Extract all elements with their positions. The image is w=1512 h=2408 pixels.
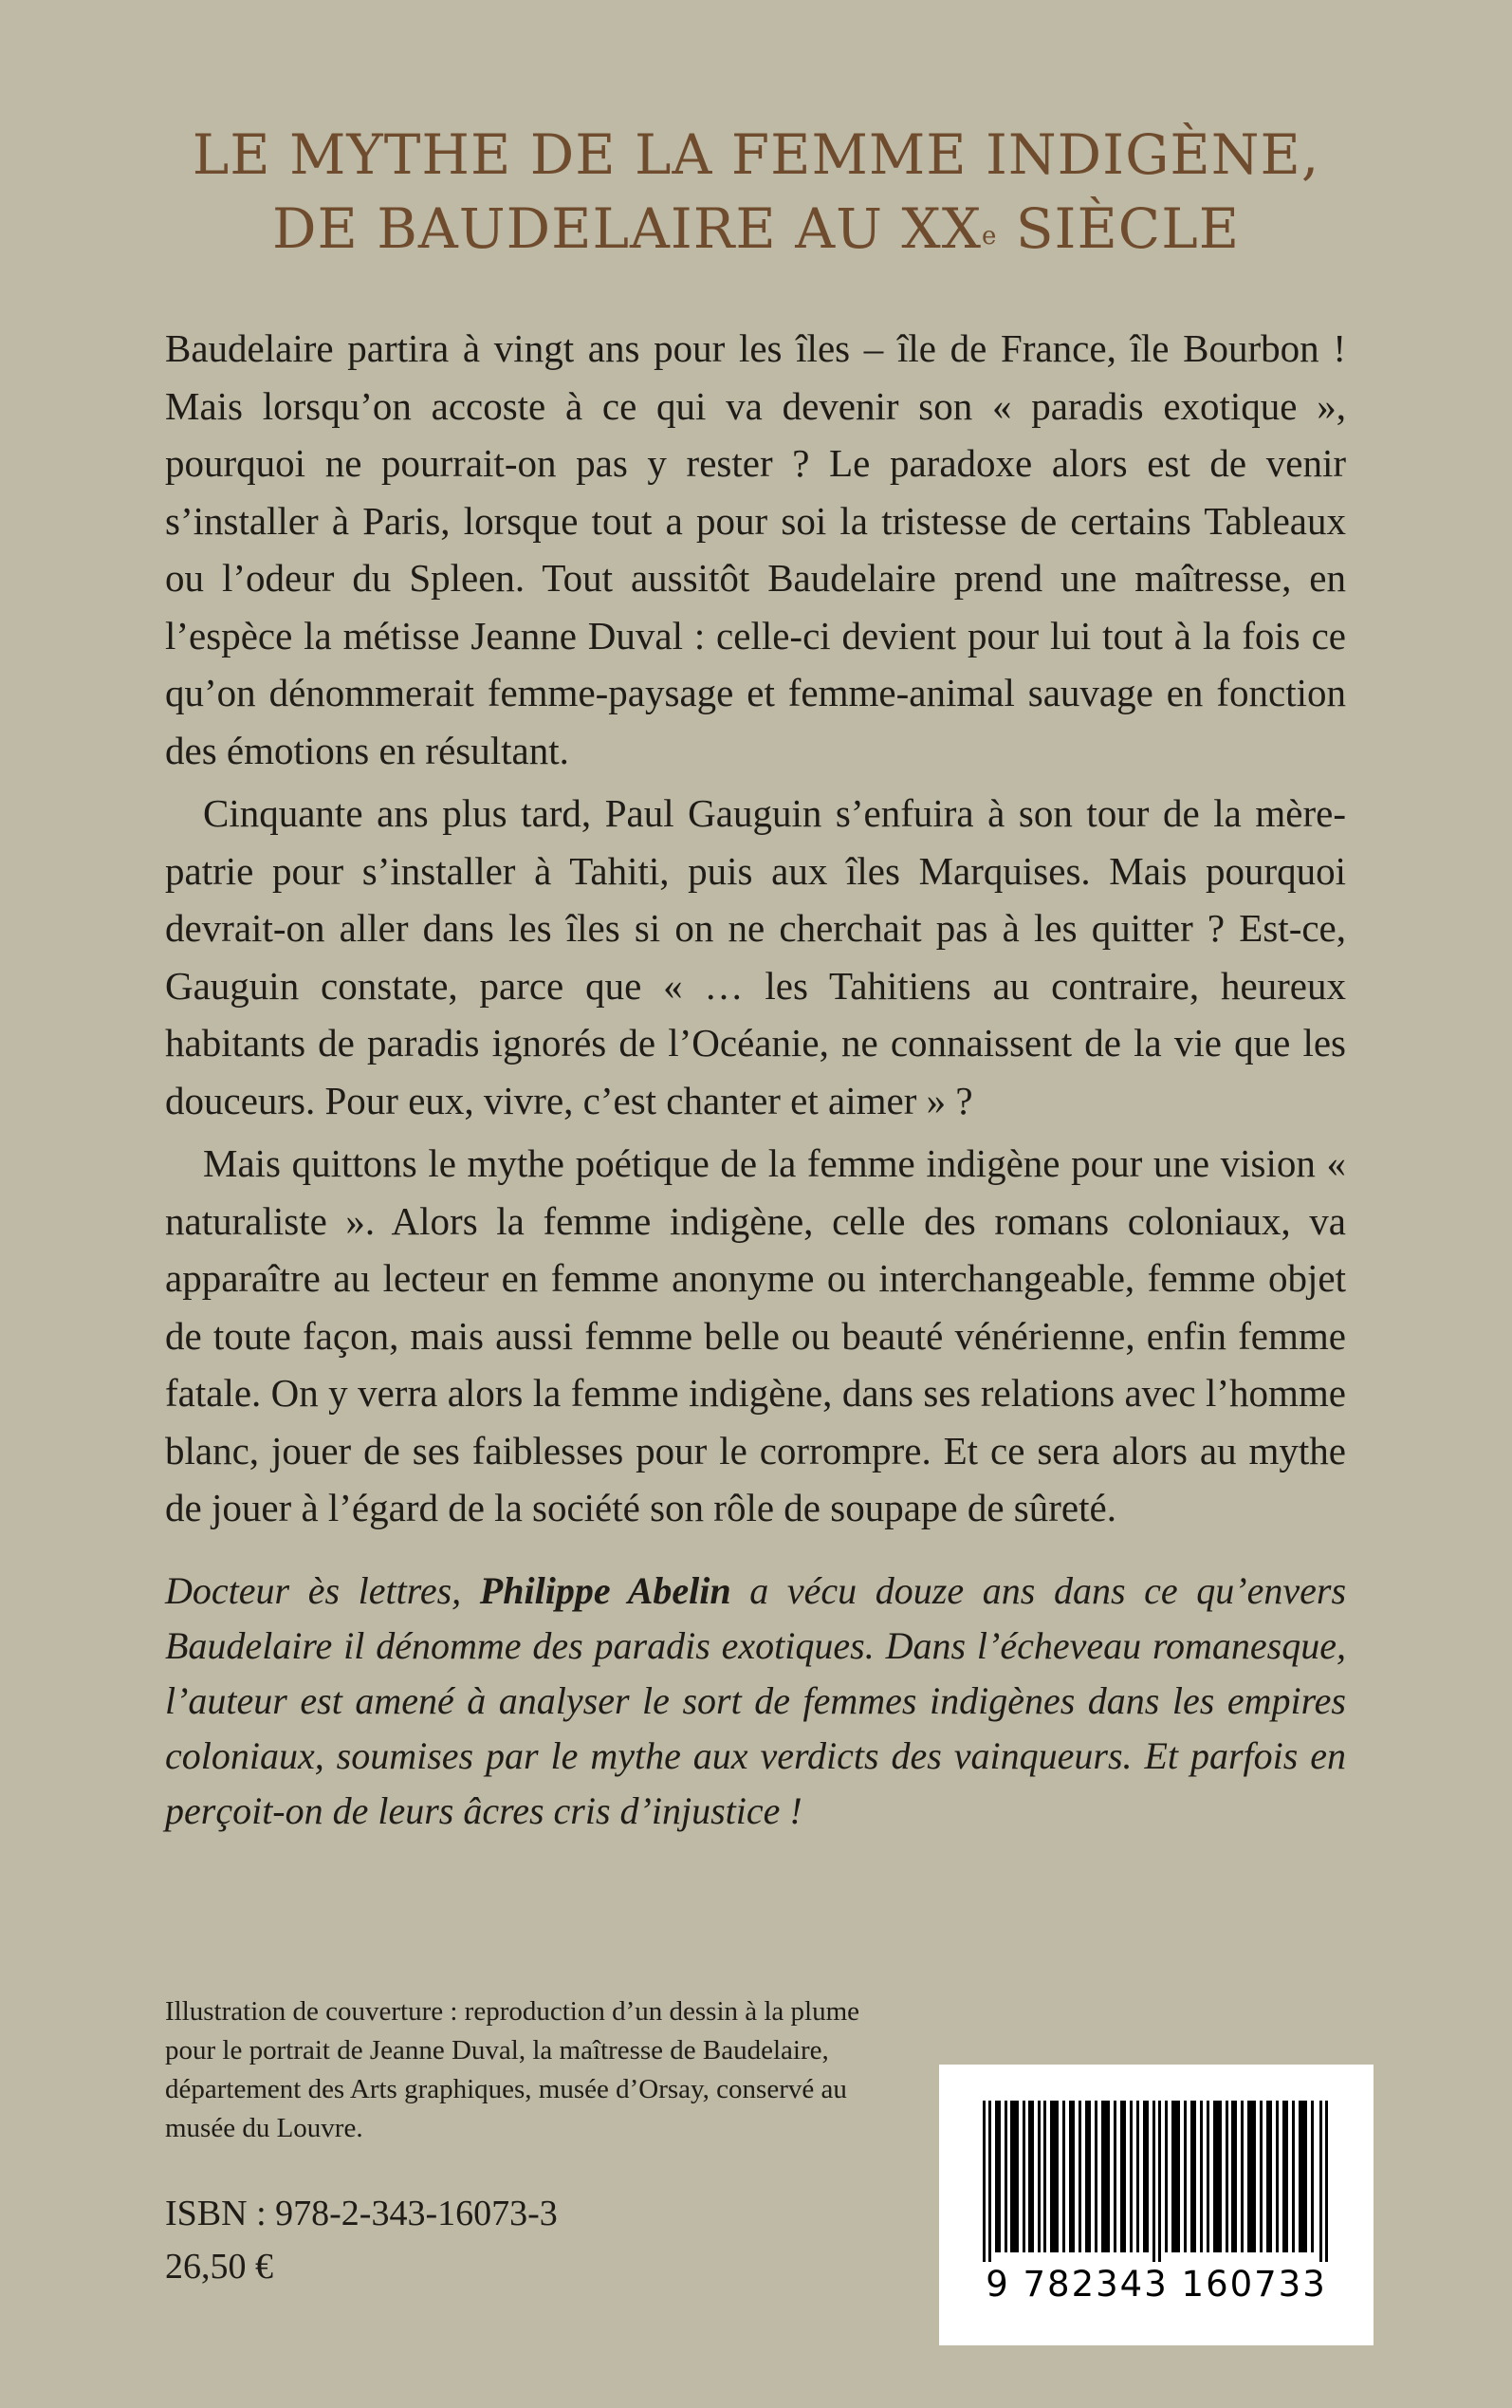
barcode (939, 2065, 1374, 2345)
illustration-credit: Illustration de couverture : reproduction d’un dessin à la plume pour le portrait de Jeanne Duval, la maîtresse de Baudelaire, département des Arts graphiques, musée d’Orsay, conservé au musée du Louvre. (165, 1996, 860, 2143)
author-name: Philippe Abelin (479, 1569, 731, 1612)
author-bio-text: a vécu douze ans dans ce qu’envers Baudelaire il dénomme des paradis exotiques. Dans l’écheveau romanesque, l’auteur est amené à analyser le sort de femmes indigènes dans les empires coloniaux, soumises par le mythe aux verdicts des vainqueurs. Et parfois en perçoit-on de leurs âcres cris d’injustice ! (165, 1569, 1347, 1832)
book-title (0, 118, 1512, 266)
author-bio (165, 1564, 1346, 1839)
title-superscript: e (982, 222, 998, 250)
book-summary (165, 320, 1346, 1543)
isbn-text: ISBN : 978-2-343-16073-3 (165, 2194, 558, 2233)
title-line-1: LE MYTHE DE LA FEMME INDIGÈNE, (192, 122, 1320, 187)
title-line-2-end: SIÈCLE (997, 196, 1241, 261)
author-bio-prefix: Docteur ès lettres, (165, 1569, 480, 1612)
summary-paragraph: Mais quittons le mythe poétique de la femme indigène pour une vision « naturaliste ». Alors la femme indigène, celle des romans coloniaux, va apparaître au lecteur en femme anonyme ou interchangeable, femme objet de toute façon, mais aussi femme belle ou beauté vénérienne, enfin femme fatale. On y verra alors la femme indigène, dans ses relations avec l’homme blanc, jouer de ses faiblesses pour le corrompre. Et ce sera alors au mythe de jouer à l’égard de la société son rôle de soupape de sûreté. (165, 1141, 1346, 1529)
price-text: 26,50 € (165, 2247, 273, 2287)
title-line-2-main: DE BAUDELAIRE AU XX (271, 196, 982, 261)
title-line-2 (0, 192, 1512, 266)
barcode-digits: 9 782343 160733 (986, 2264, 1327, 2305)
summary-paragraph: Baudelaire partira à vingt ans pour les îles – île de France, île Bourbon ! Mais lorsqu’on accoste à ce qui va devenir son « paradis exotique », pourquoi ne pourrait-on pas y rester ? Le paradoxe alors est de venir s’installer à Paris, lorsque tout a pour soi la tristesse de certains Tableaux ou l’odeur du Spleen. Tout aussitôt Baudelaire prend une maîtresse, en l’espèce la métisse Jeanne Duval : celle-ci devient pour lui tout à la fois ce qu’on dénommerait femme-paysage et femme-animal sauvage en fonction des émotions en résultant. (165, 326, 1346, 772)
summary-paragraph: Cinquante ans plus tard, Paul Gauguin s’enfuira à son tour de la mère-patrie pour s’installer à Tahiti, puis aux îles Marquises. Mais pourquoi devrait-on aller dans les îles si on ne cherchait pas à les quitter ? Est-ce, Gauguin constate, parce que « … les Tahitiens au contraire, heureux habitants de paradis ignorés de l’Océanie, ne connaissent de la vie que les douceurs. Pour eux, vivre, c’est chanter et aimer » ? (165, 791, 1346, 1122)
barcode-bars (981, 2101, 1332, 2262)
